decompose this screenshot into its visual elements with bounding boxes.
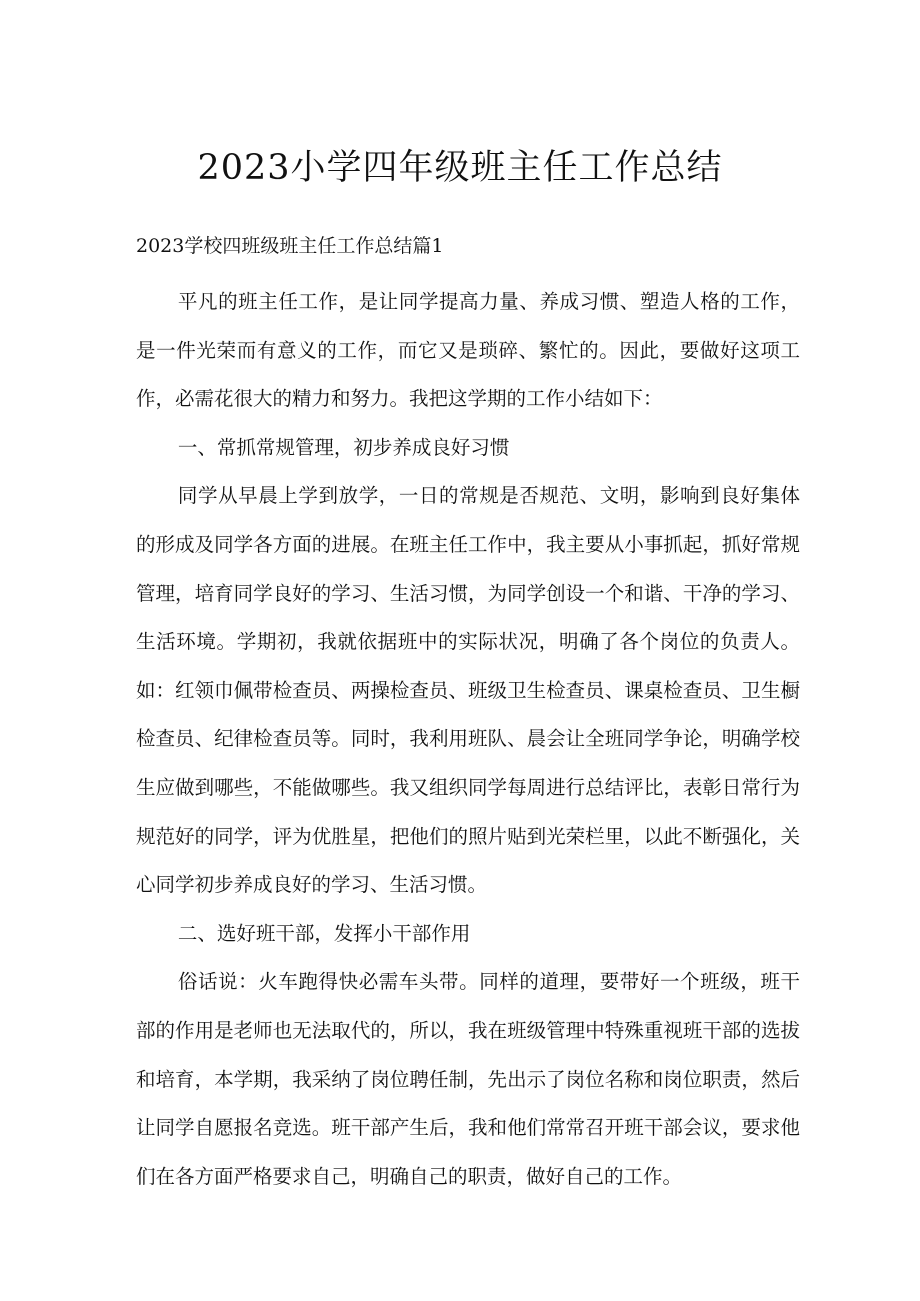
section-heading-1: 一、常抓常规管理，初步养成良好习惯 (177, 435, 510, 459)
paragraph-section-1: 同学从早晨上学到放学，一日的常规是否规范、文明，影响到良好集体的形成及同学各方面的进展。在班主任工作中，我主要从小事抓起，抓好常规管理，培育同学良好的学习、生活习惯，为同学创设一个和谐、干净的学习、生活环境。学期初，我就依据班中的实际状况，明确了各个岗位的负责人。如：红领巾佩带检查员、两操检查员、班级卫生检查员、课桌检查员、卫生橱检查员、纪律检查员等。同时，我利用班队、晨会让全班同学争论，明确学校生应做到哪些，不能做哪些。我又组织同学每周进行总结评比，表彰日常行为规范好的同学，评为优胜星，把他们的照片贴到光荣栏里，以此不断强化，关心同学初步养成良好的学习、生活习惯。 (136, 484, 800, 897)
document-body (136, 278, 800, 1201)
document-title: 2023小学四年级班主任工作总结 (197, 148, 723, 188)
document-subtitle: 2023学校四班级班主任工作总结篇1 (136, 235, 444, 257)
paragraph-section-2: 俗话说：火车跑得快必需车头带。同样的道理，要带好一个班级，班干部的作用是老师也无法取代的，所以，我在班级管理中特殊重视班干部的选拔和培育，本学期，我采纳了岗位聘任制，先出示了岗位名称和岗位职责，然后让同学自愿报名竞选。班干部产生后，我和他们常常召开班干部会议，要求他们在各方面严格要求自己，明确自己的职责，做好自己的工作。 (136, 970, 800, 1188)
section-heading-2: 二、选好班干部，发挥小干部作用 (177, 921, 471, 945)
paragraph-intro: 平凡的班主任工作，是让同学提高力量、养成习惯、塑造人格的工作，是一件光荣而有意义的工作，而它又是琐碎、繁忙的。因此，要做好这项工作，必需花很大的精力和努力。我把这学期的工作小结如下： (136, 290, 800, 411)
